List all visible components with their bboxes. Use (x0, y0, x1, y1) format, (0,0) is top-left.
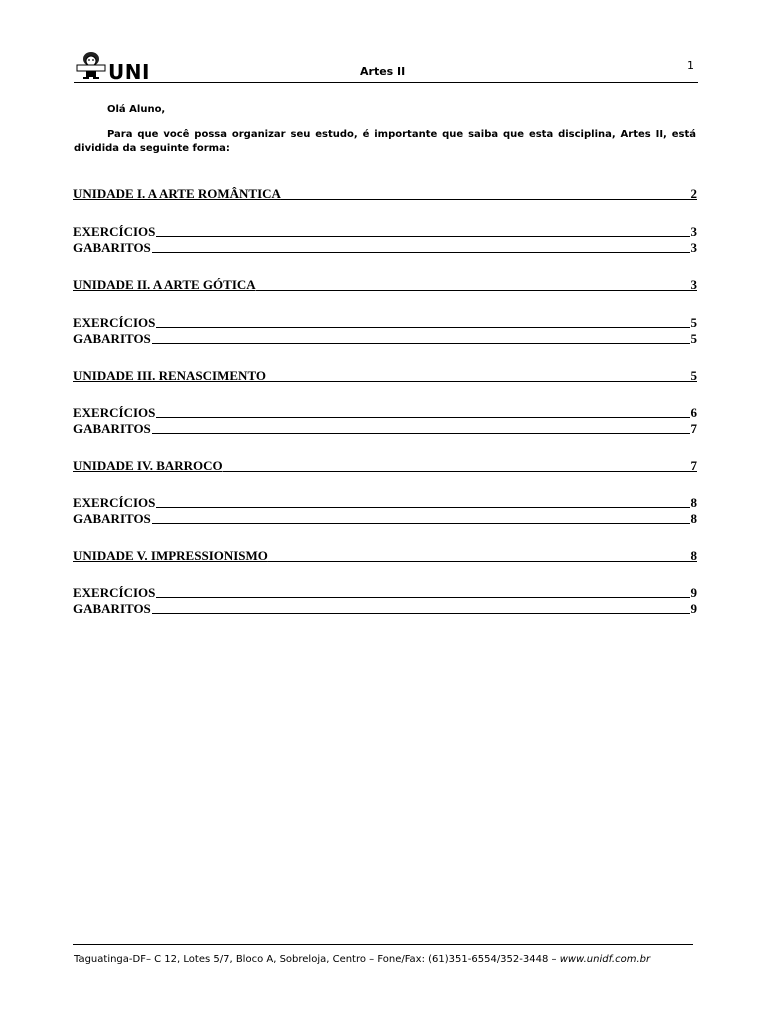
toc-leader-line (156, 417, 689, 418)
toc-entry-label: GABARITOS (73, 240, 151, 255)
toc-entry-page: 5 (690, 368, 697, 383)
toc-sub-entry[interactable] (73, 495, 697, 511)
page-header (74, 48, 698, 83)
toc-sub-entry[interactable] (73, 315, 697, 331)
toc-entry-page: 8 (690, 548, 697, 563)
toc-leader-line (156, 597, 689, 598)
toc-entry-page: 8 (690, 495, 697, 510)
toc-entry-page: 3 (690, 277, 697, 292)
toc-sub-entry[interactable] (73, 405, 697, 421)
toc-sub-entry[interactable] (73, 421, 697, 437)
toc-entry-label: UNIDADE IV. BARROCO (73, 458, 223, 473)
toc-entry-page: 9 (690, 601, 697, 616)
toc-entry-page: 9 (690, 585, 697, 600)
footer-divider (73, 944, 693, 945)
toc-entry-label: GABARITOS (73, 601, 151, 616)
mascot-icon (74, 50, 108, 80)
toc-leader-line (152, 252, 690, 253)
toc-leader-line (223, 471, 691, 472)
page-footer (74, 954, 696, 965)
toc-sub-entry[interactable] (73, 224, 697, 240)
toc-leader-line (156, 507, 689, 508)
toc-entry-page: 3 (690, 224, 697, 239)
page-number: 1 (687, 59, 694, 72)
logo-text: UNI (108, 60, 150, 84)
toc-unit-entry[interactable] (73, 186, 697, 202)
toc-leader-line (156, 236, 689, 237)
toc-sub-entry[interactable] (73, 331, 697, 347)
toc-entry-page: 7 (690, 458, 697, 473)
toc-leader-line (152, 613, 690, 614)
toc-entry-label: EXERCÍCIOS (73, 224, 156, 239)
toc-entry-label: GABARITOS (73, 331, 151, 346)
toc-leader-line (152, 343, 690, 344)
toc-unit-entry[interactable] (73, 548, 697, 564)
toc-sub-entry[interactable] (73, 511, 697, 527)
toc-unit-entry[interactable] (73, 277, 697, 293)
footer-address: Taguatinga-DF– C 12, Lotes 5/7, Bloco A, Sobreloja, Centro – Fone/Fax: (61)351-6554/352-3448 – (74, 954, 557, 965)
toc-entry-label: UNIDADE II. A ARTE GÓTICA (73, 277, 256, 292)
toc-entry-label: GABARITOS (73, 421, 151, 436)
document-title: Artes II (360, 65, 406, 78)
toc-entry-label: EXERCÍCIOS (73, 315, 156, 330)
toc-entry-label: UNIDADE I. A ARTE ROMÂNTICA (73, 186, 281, 201)
toc-leader-line (152, 433, 690, 434)
toc-sub-entry[interactable] (73, 601, 697, 617)
toc-entry-page: 8 (690, 511, 697, 526)
toc-entry-page: 6 (690, 405, 697, 420)
toc-entry-label: EXERCÍCIOS (73, 495, 156, 510)
toc-entry-page: 7 (690, 421, 697, 436)
toc-leader-line (156, 327, 689, 328)
toc-entry-page: 5 (690, 331, 697, 346)
toc-unit-entry[interactable] (73, 368, 697, 384)
toc-entry-page: 2 (690, 186, 697, 201)
toc-leader-line (266, 381, 691, 382)
toc-entry-label: UNIDADE III. RENASCIMENTO (73, 368, 266, 383)
toc-entry-label: EXERCÍCIOS (73, 585, 156, 600)
toc-leader-line (268, 561, 691, 562)
toc-entry-label: UNIDADE V. IMPRESSIONISMO (73, 548, 268, 563)
toc-unit-entry[interactable] (73, 458, 697, 474)
toc-entry-label: GABARITOS (73, 511, 151, 526)
toc-leader-line (256, 290, 691, 291)
greeting: Olá Aluno, (107, 104, 166, 115)
footer-website: www.unidf.com.br (559, 954, 651, 965)
toc-leader-line (152, 523, 690, 524)
toc-entry-page: 5 (690, 315, 697, 330)
toc-entry-label: EXERCÍCIOS (73, 405, 156, 420)
uni-logo (74, 50, 174, 84)
toc-sub-entry[interactable] (73, 585, 697, 601)
toc-leader-line (281, 199, 691, 200)
toc-sub-entry[interactable] (73, 240, 697, 256)
toc-entry-page: 3 (690, 240, 697, 255)
intro-paragraph: Para que você possa organizar seu estudo, é importante que saiba que esta disciplina, Artes II, está dividida da seguinte forma: (74, 129, 696, 154)
